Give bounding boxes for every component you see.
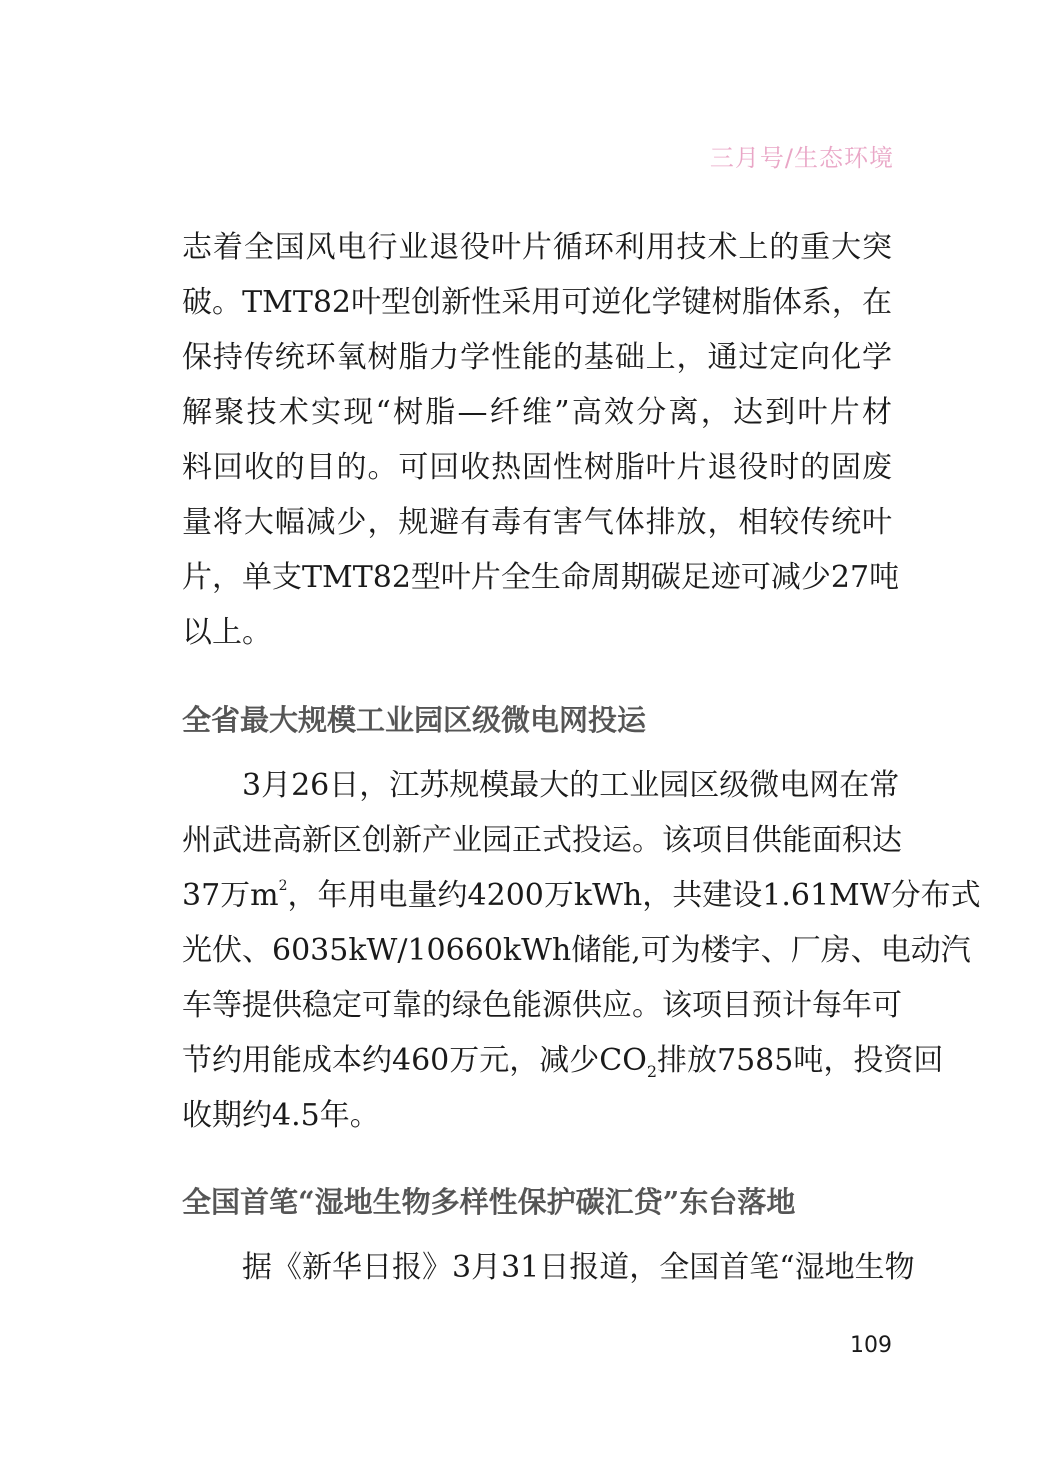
body-line: 收期约4.5年。 (182, 1098, 380, 1133)
superscript: 2 (278, 878, 288, 894)
body-line: 以上。 (182, 615, 272, 650)
body-line (182, 876, 981, 916)
body-line: 量将大幅减少，规避有毒有害气体排放，相较传统叶 (182, 505, 892, 540)
body-line: 车等提供稳定可靠的绿色能源供应。该项目预计每年可 (182, 988, 902, 1023)
text-segment: 37万m (182, 878, 279, 913)
section-heading: 全省最大规模工业园区级微电网投运 (182, 703, 647, 737)
body-line: 据《新华日报》3月31日报道，全国首笔“湿地生物 (242, 1250, 915, 1285)
section-heading: 全国首笔“湿地生物多样性保护碳汇贷”东台落地 (182, 1185, 796, 1219)
body-line: 州武进高新区创新产业园正式投运。该项目供能面积达 (182, 823, 902, 858)
running-header: 三月号/生态环境 (709, 144, 894, 172)
subscript: 2 (646, 1062, 657, 1081)
body-line: 料回收的目的。可回收热固性树脂叶片退役时的固废 (182, 450, 892, 485)
body-line: 片，单支TMT82型叶片全生命周期碳足迹可减少27吨 (182, 560, 900, 595)
text-segment: ，年用电量约4200万kWh，共建设1.61MW分布式 (287, 878, 981, 913)
body-line: 保持传统环氧树脂力学性能的基础上，通过定向化学 (182, 340, 892, 375)
body-line: 解聚技术实现“树脂—纤维”高效分离，达到叶片材 (182, 395, 892, 430)
text-segment: 排放7585吨，投资回 (657, 1043, 944, 1078)
text-segment: 节约用能成本约460万元，减少CO (182, 1043, 647, 1078)
body-line (182, 1041, 944, 1081)
page-number: 109 (850, 1333, 892, 1358)
body-line: 3月26日，江苏规模最大的工业园区级微电网在常 (242, 768, 900, 803)
body-line: 志着全国风电行业退役叶片循环利用技术上的重大突 (182, 230, 892, 265)
body-line: 破。TMT82叶型创新性采用可逆化学键树脂体系，在 (182, 285, 892, 320)
body-line: 光伏、6035kW/10660kWh储能,可为楼宇、厂房、电动汽 (182, 933, 971, 968)
